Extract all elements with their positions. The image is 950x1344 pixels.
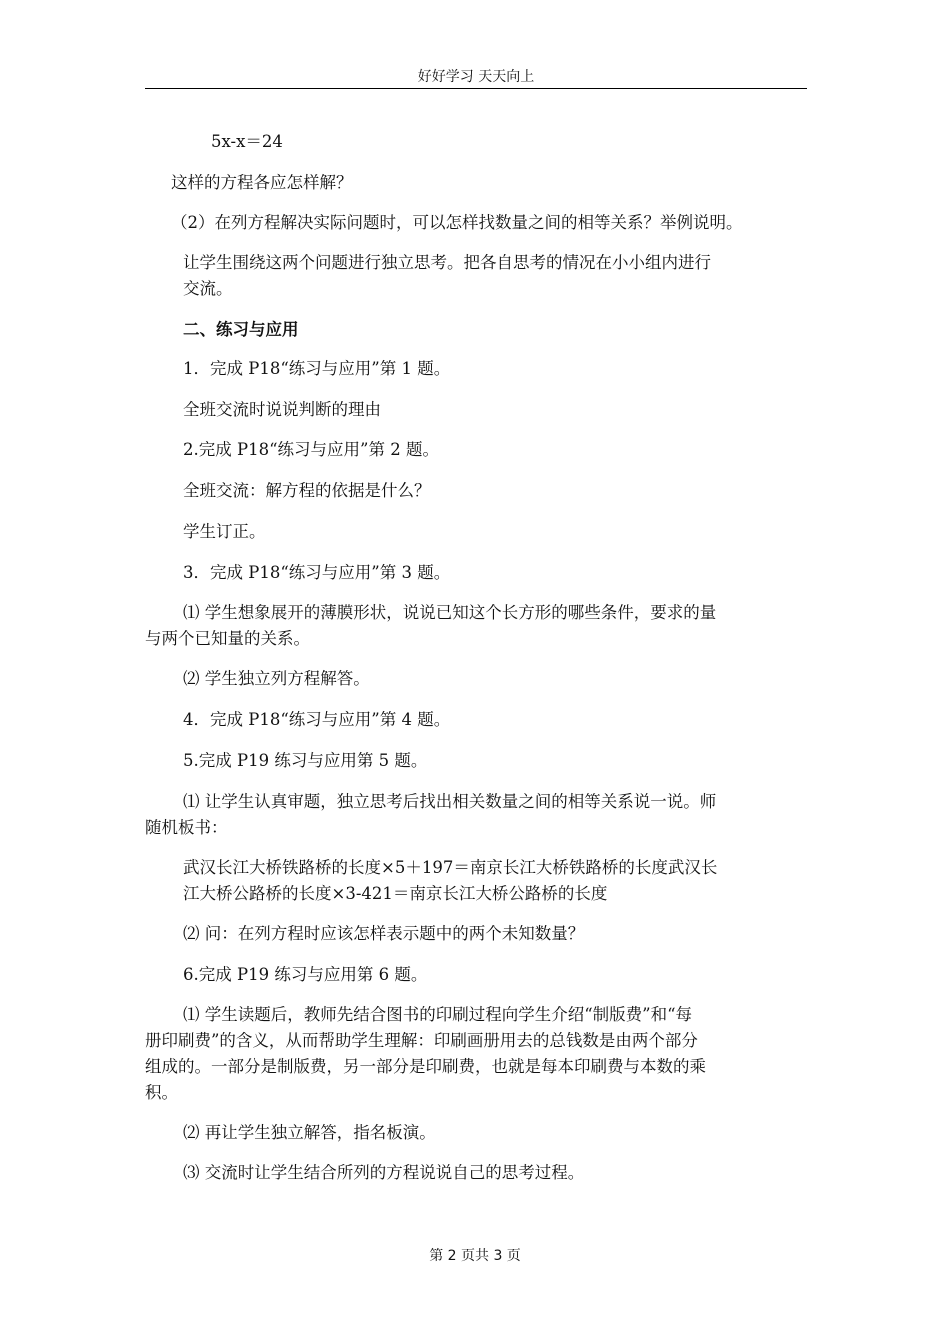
- exercise-item-5-sub-1-line-2: 随机板书：: [145, 818, 228, 837]
- exercise-item-1-note: 全班交流时说说判断的理由: [183, 400, 381, 419]
- exercise-item-6-sub-1-line-3: 组成的。一部分是制版费，另一部分是印刷费，也就是每本印刷费与本数的乘: [145, 1057, 706, 1076]
- section-title: 二、练习与应用: [183, 320, 299, 339]
- paragraph-discussion-line-1: 让学生围绕这两个问题进行独立思考。把各自思考的情况在小小组内进行: [183, 253, 711, 272]
- exercise-item-6: 6.完成 P19 练习与应用第 6 题。: [183, 965, 428, 984]
- exercise-item-5-sub-2: ⑵ 问：在列方程时应该怎样表示题中的两个未知数量？: [183, 924, 585, 943]
- exercise-item-2-note: 全班交流：解方程的依据是什么？: [183, 481, 431, 500]
- exercise-item-6-sub-1-line-2: 册印刷费”的含义，从而帮助学生理解：印刷画册用去的总钱数是由两个部分: [145, 1031, 698, 1050]
- exercise-item-6-sub-3: ⑶ 交流时让学生结合所列的方程说说自己的思考过程。: [183, 1163, 585, 1182]
- exercise-item-3-sub-2: ⑵ 学生独立列方程解答。: [183, 669, 370, 688]
- exercise-item-3-sub-1-line-1: ⑴ 学生想象展开的薄膜形状，说说已知这个长方形的哪些条件，要求的量: [183, 603, 717, 622]
- exercise-item-3-sub-1-line-2: 与两个已知量的关系。: [145, 629, 310, 648]
- exercise-item-2-note-2: 学生订正。: [183, 522, 266, 541]
- exercise-item-2: 2.完成 P18“练习与应用”第 2 题。: [183, 440, 439, 459]
- exercise-item-6-sub-1-line-4: 积。: [145, 1083, 178, 1102]
- exercise-item-1: 1．完成 P18“练习与应用”第 1 题。: [183, 359, 451, 378]
- exercise-item-6-sub-2: ⑵ 再让学生独立解答，指名板演。: [183, 1123, 436, 1142]
- paragraph-discussion-line-2: 交流。: [183, 279, 233, 298]
- exercise-item-5-board-line-2: 江大桥公路桥的长度×3-421＝南京长江大桥公路桥的长度: [183, 884, 608, 903]
- paragraph-question-1: 这样的方程各应怎样解？: [171, 173, 353, 192]
- equation: 5x-x＝24: [211, 132, 283, 151]
- page-header: 好好学习 天天向上: [145, 66, 807, 89]
- exercise-item-5: 5.完成 P19 练习与应用第 5 题。: [183, 751, 428, 770]
- exercise-item-5-board-line-1: 武汉长江大桥铁路桥的长度×5＋197＝南京长江大桥铁路桥的长度武汉长: [183, 858, 718, 877]
- exercise-item-5-sub-1-line-1: ⑴ 让学生认真审题，独立思考后找出相关数量之间的相等关系说一说。师: [183, 792, 717, 811]
- exercise-item-3: 3．完成 P18“练习与应用”第 3 题。: [183, 563, 451, 582]
- page-number: 第 2 页共 3 页: [429, 1248, 521, 1264]
- exercise-item-4: 4．完成 P18“练习与应用”第 4 题。: [183, 710, 451, 729]
- paragraph-question-2: （2）在列方程解决实际问题时，可以怎样找数量之间的相等关系？举例说明。: [171, 213, 743, 232]
- exercise-item-6-sub-1-line-1: ⑴ 学生读题后，教师先结合图书的印刷过程向学生介绍“制版费”和“每: [183, 1005, 693, 1024]
